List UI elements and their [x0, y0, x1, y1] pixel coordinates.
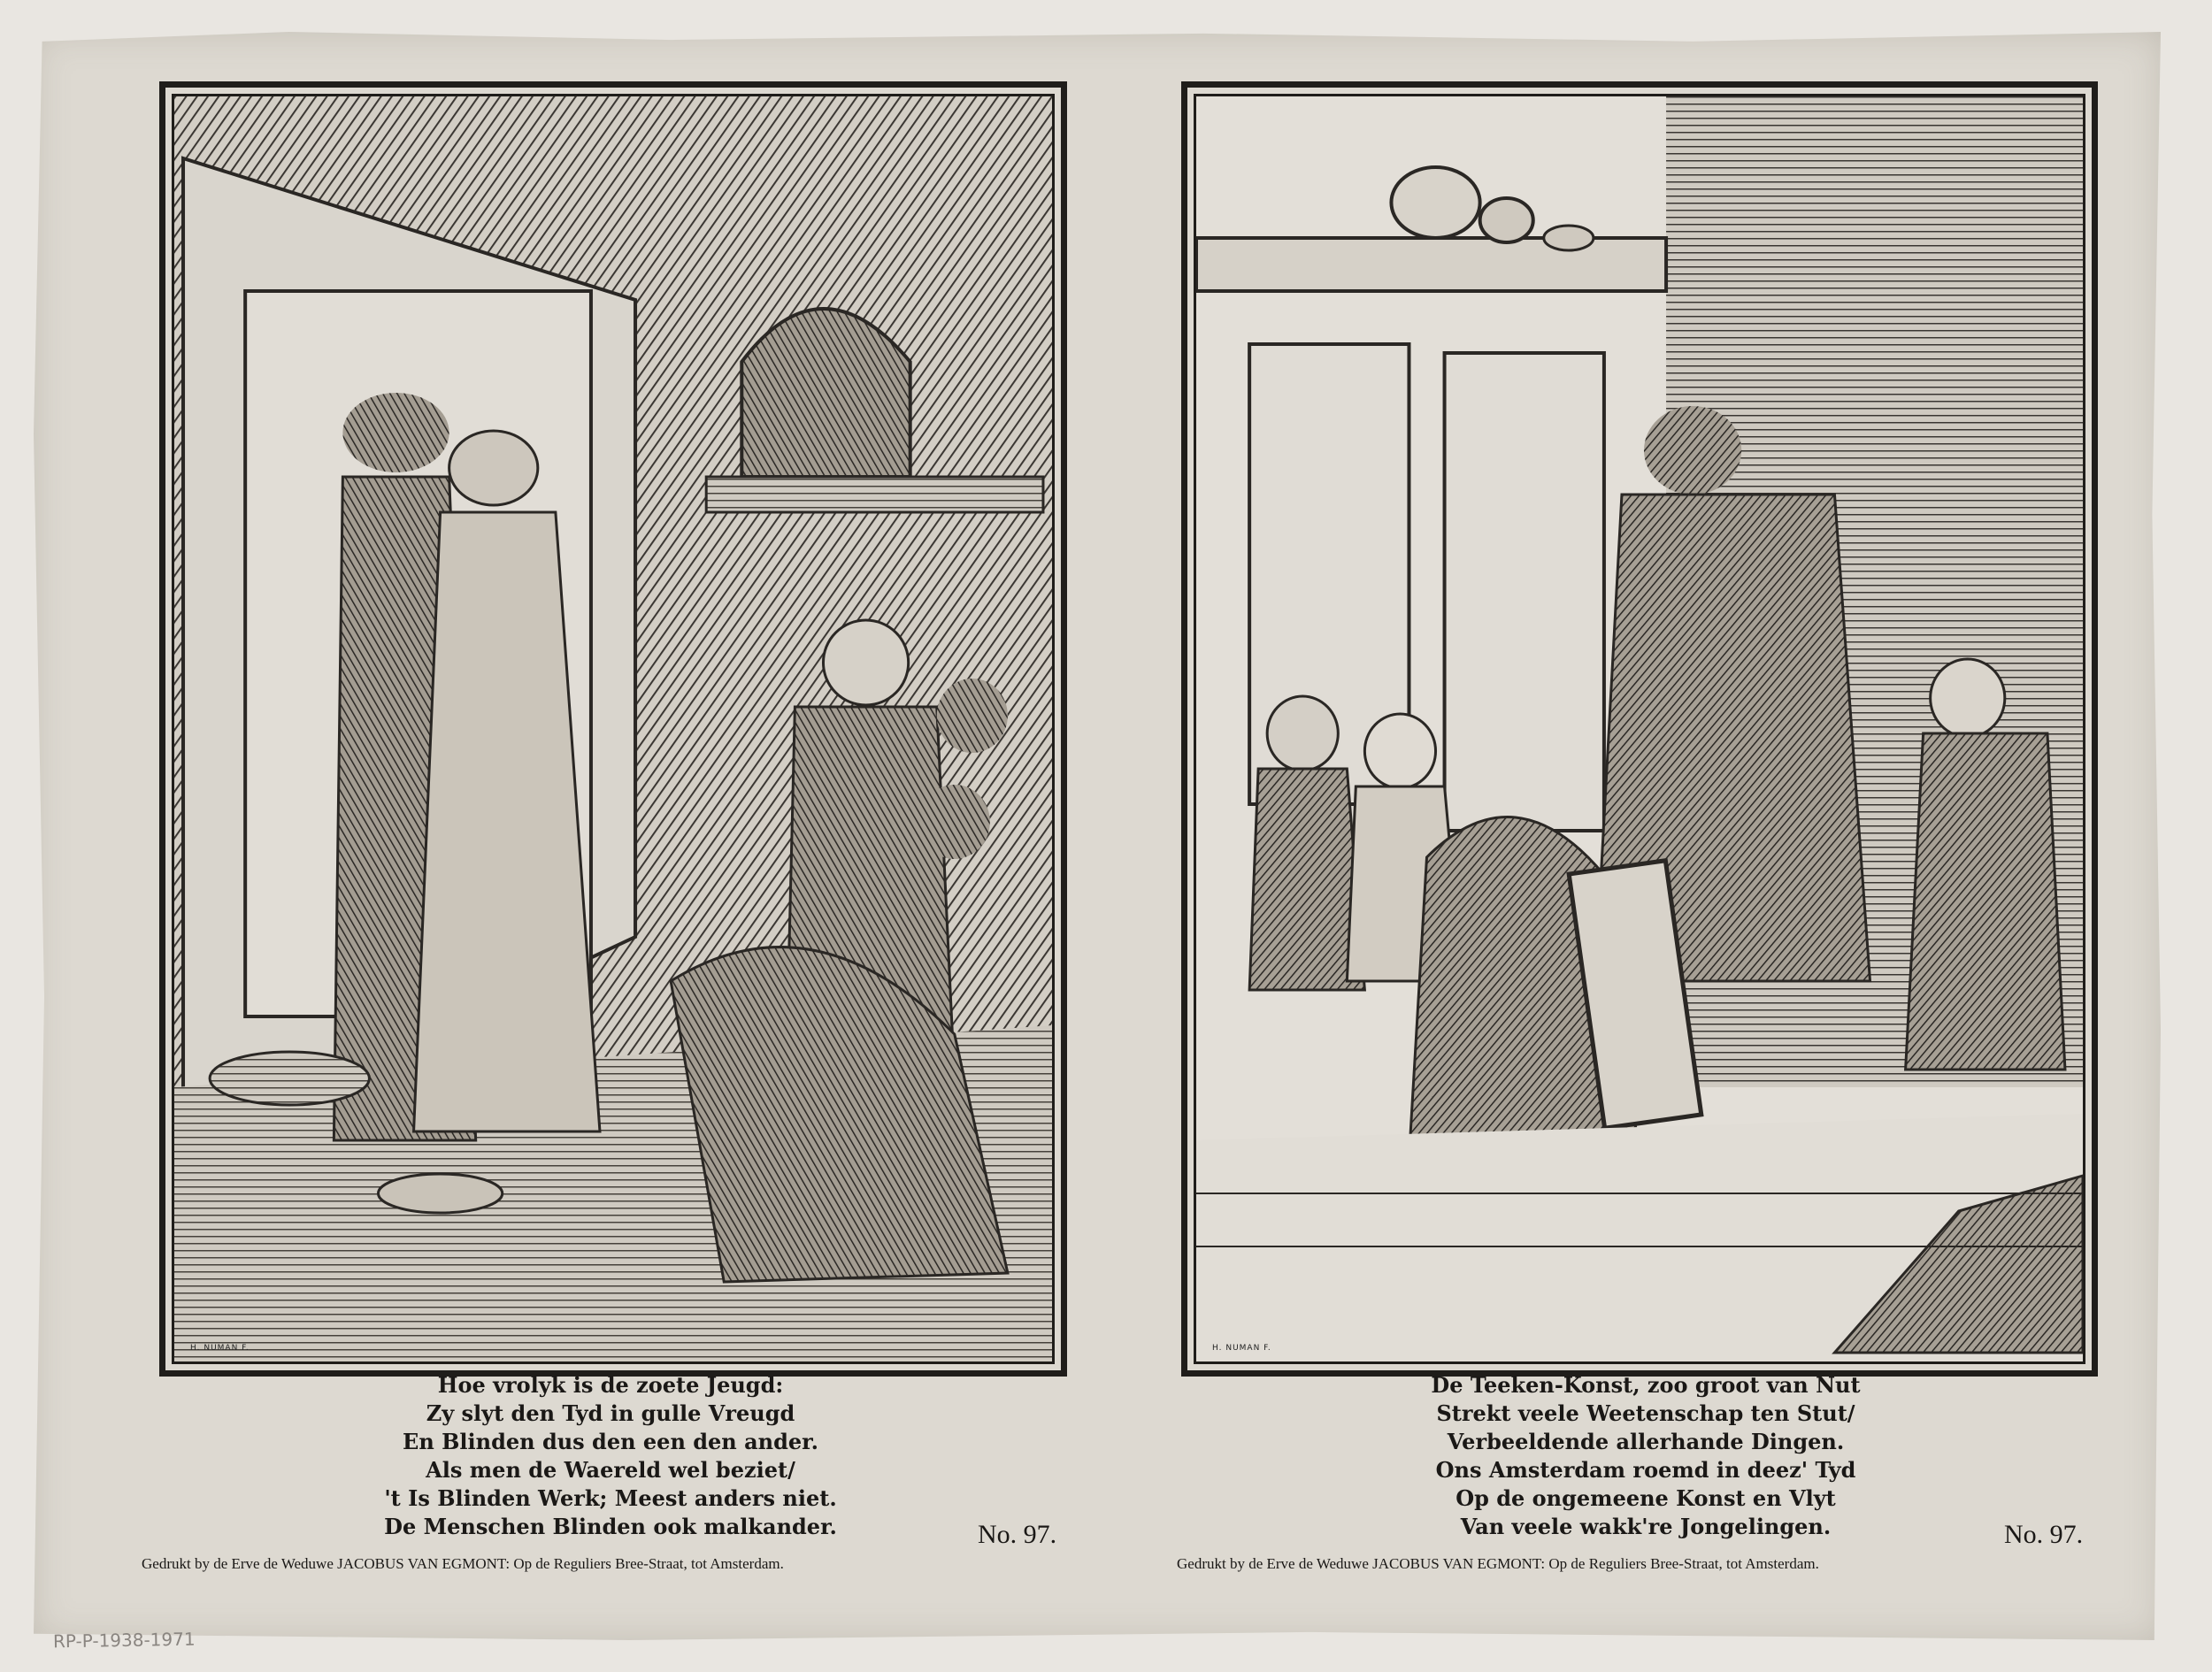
right-verse-line: Strekt veele Weetenschap ten Stut/	[1436, 1400, 1855, 1426]
right-woodcut-frame	[1181, 81, 2098, 1377]
blind-mans-buff-scene	[174, 96, 1052, 1361]
left-print-number: No. 97.	[978, 1520, 1057, 1549]
left-verse-line: Als men de Waereld wel beziet/	[426, 1457, 795, 1483]
drawing-lesson-scene	[1196, 96, 2083, 1361]
right-print-number: No. 97.	[2004, 1520, 2084, 1549]
right-woodcut-image	[1194, 94, 2085, 1364]
left-woodcut-image	[172, 94, 1055, 1364]
right-printer-imprint: Gedrukt by de Erve de Weduwe JACOBUS VAN EGMONT: Op de Reguliers Bree-Straat, tot Amsterdam.	[1177, 1555, 1819, 1572]
left-verse-line: De Menschen Blinden ook malkander.	[384, 1514, 837, 1539]
right-verse-line: Ons Amsterdam roemd in deez' Tyd	[1435, 1457, 1856, 1483]
left-verse-line: Hoe vrolyk is de zoete Jeugd:	[437, 1372, 784, 1398]
right-verse	[1310, 1371, 1982, 1541]
left-woodcut-frame	[159, 81, 1067, 1377]
left-verse-line: Zy slyt den Tyd in gulle Vreugd	[426, 1400, 795, 1426]
left-verse-line: En Blinden dus den een den ander.	[403, 1429, 818, 1454]
right-engraver-signature: H. NUMAN F.	[1212, 1344, 1271, 1353]
left-verse	[292, 1371, 929, 1541]
left-printer-imprint: Gedrukt by de Erve de Weduwe JACOBUS VAN EGMONT: Op de Reguliers Bree-Straat, tot Amsterdam.	[142, 1555, 784, 1572]
left-engraver-signature: H. NUMAN F.	[190, 1344, 250, 1353]
right-verse-line: Op de ongemeene Konst en Vlyt	[1455, 1485, 1836, 1511]
inventory-number: RP-P-1938-1971	[52, 1628, 196, 1653]
left-verse-line: 't Is Blinden Werk; Meest anders niet.	[384, 1485, 837, 1511]
right-verse-line: Van veele wakk're Jongelingen.	[1460, 1514, 1832, 1539]
right-verse-line: De Teeken-Konst, zoo groot van Nut	[1431, 1372, 1861, 1398]
right-verse-line: Verbeeldende allerhande Dingen.	[1447, 1429, 1845, 1454]
